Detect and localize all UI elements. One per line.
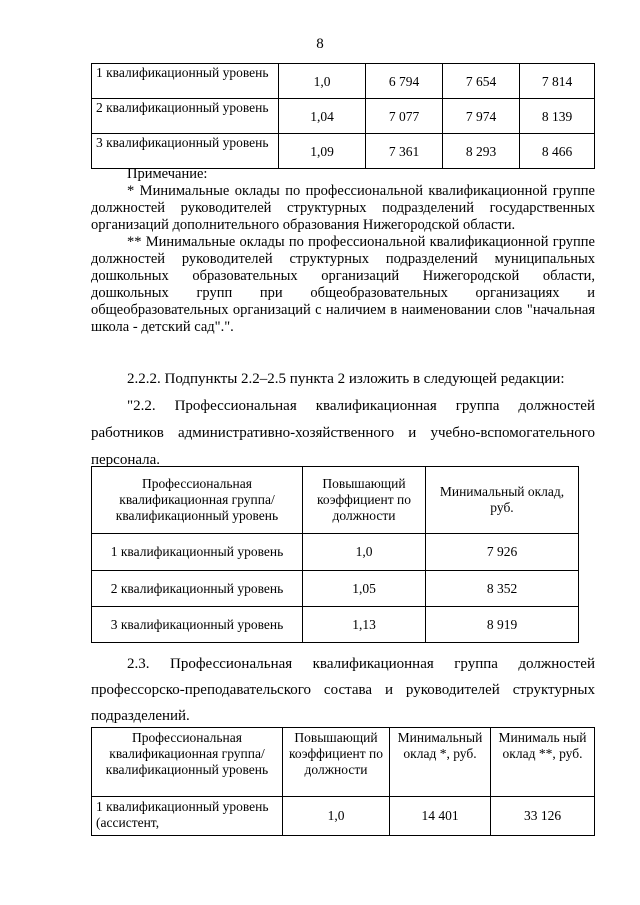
- section-text: 2.3. Профессиональная квалификационная группа должностей профессорско-преподавательского состава и руководителей структурных подразделений.: [91, 656, 595, 724]
- header-cell: Профессиональная квалификационная группа/квалификационный уровень: [92, 467, 303, 534]
- salary-cell: 33 126: [491, 797, 595, 836]
- header-cell: Минималь ный оклад **, руб.: [491, 728, 595, 797]
- salary-cell: 6 794: [366, 64, 443, 99]
- header-cell: Профессиональная квалификационная группа/квалификационный уровень: [92, 728, 283, 797]
- table-header-row: [92, 467, 579, 534]
- salary-cell: 7 926: [426, 534, 579, 571]
- section-text: "2.2. Профессиональная квалификационная группа должностей работников административно-хозяйственного и учебно-вспомогательного персонала.: [91, 398, 595, 468]
- header-cell: Повышающий коэффициент по должности: [303, 467, 426, 534]
- salary-cell: 8 352: [426, 571, 579, 607]
- coef-cell: 1,09: [279, 134, 366, 169]
- table-row: [92, 64, 595, 99]
- table-row: [92, 797, 595, 836]
- section-paragraph: [91, 369, 595, 389]
- section-paragraph: [91, 651, 595, 729]
- level-cell: 1 квалификационный уровень: [92, 64, 279, 99]
- header-cell: Минимальный оклад, руб.: [426, 467, 579, 534]
- salary-cell: 8 466: [520, 134, 595, 169]
- coef-cell: 1,0: [303, 534, 426, 571]
- level-cell: 2 квалификационный уровень: [92, 571, 303, 607]
- salary-cell: 8 139: [520, 99, 595, 134]
- coef-cell: 1,04: [279, 99, 366, 134]
- table-row: [92, 134, 595, 169]
- salary-cell: 14 401: [390, 797, 491, 836]
- note-paragraph: * Минимальные оклады по профессиональной квалификационной группе должностей руководителей структурных подразделений государственных организаций дополнительного образования Нижегородской области.: [91, 183, 595, 233]
- salary-cell: 7 077: [366, 99, 443, 134]
- note-heading: Примечание:: [127, 166, 208, 182]
- header-cell: Минимальный оклад *, руб.: [390, 728, 491, 797]
- salary-cell: 8 919: [426, 607, 579, 643]
- level-cell: 3 квалификационный уровень: [92, 134, 279, 169]
- coef-cell: 1,0: [283, 797, 390, 836]
- level-cell: 2 квалификационный уровень: [92, 99, 279, 134]
- header-cell: Повышающий коэффициент по должности: [283, 728, 390, 797]
- note-paragraph: ** Минимальные оклады по профессиональной квалификационной группе должностей руководителей структурных подразделений муниципальных дошкольных образовательных организаций Нижегородской области, дошкольных групп при общеобразовательных организациях и общеобразовательных организаций с наличием в наименовании слов "начальная школа - детский сад".".: [91, 234, 595, 335]
- salary-cell: 7 974: [443, 99, 520, 134]
- table-header-row: [92, 728, 595, 797]
- salary-cell: 7 654: [443, 64, 520, 99]
- table-row: [92, 99, 595, 134]
- note-block: [91, 166, 595, 336]
- table-row: [92, 571, 579, 607]
- salary-cell: 8 293: [443, 134, 520, 169]
- level-cell: 1 квалификационный уровень (ассистент,: [92, 797, 283, 836]
- section-text: 2.2.2. Подпункты 2.2–2.5 пункта 2 изложить в следующей редакции:: [127, 371, 565, 387]
- level-cell: 1 квалификационный уровень: [92, 534, 303, 571]
- coef-cell: 1,0: [279, 64, 366, 99]
- coef-cell: 1,05: [303, 571, 426, 607]
- page-number: 8: [316, 36, 324, 52]
- salary-cell: 7 361: [366, 134, 443, 169]
- salary-table-2-2: [91, 466, 579, 643]
- level-cell: 3 квалификационный уровень: [92, 607, 303, 643]
- table-row: [92, 534, 579, 571]
- salary-table-continued: [91, 63, 595, 169]
- coef-cell: 1,13: [303, 607, 426, 643]
- salary-cell: 7 814: [520, 64, 595, 99]
- section-paragraph: [91, 393, 595, 474]
- salary-table-2-3: [91, 727, 595, 836]
- table-row: [92, 607, 579, 643]
